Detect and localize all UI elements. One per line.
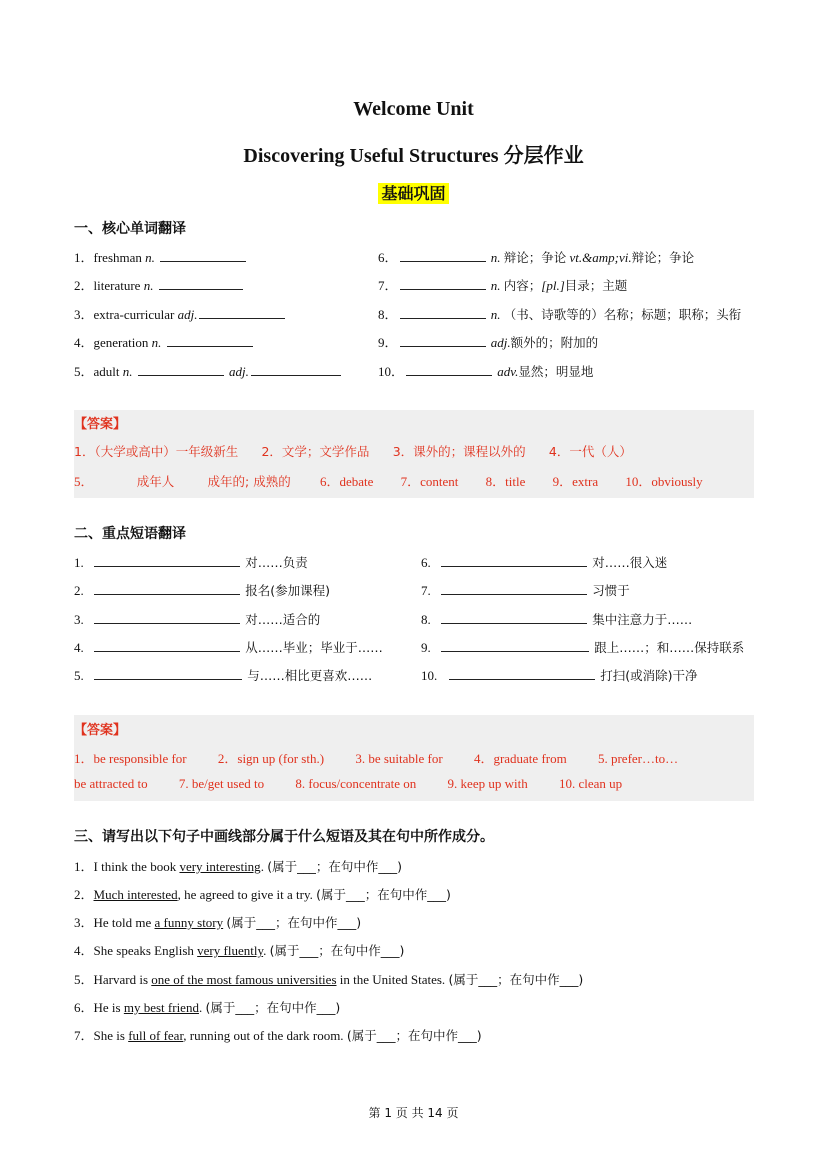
s2-item-2: 2. 报名(参加课程) — [74, 583, 331, 598]
s3-sentence-7: 7．She is full of fear, running out of the dark room. (属于___；在句中作___) — [74, 1028, 482, 1043]
s1-item-3: 3．extra-curricular adj. — [74, 304, 287, 323]
section2-answers-row2: be attracted to 7. be/get used to 8. focus/concentrate on 9. keep up with 10. clean up — [74, 776, 623, 791]
section3-heading: 三、请写出以下句子中画线部分属于什么短语及其在句中所作成分。 — [74, 829, 494, 845]
s2-item-3: 3. 对……适合的 — [74, 612, 321, 627]
s1-item-8: 8． n. （书、诗歌等的）名称；标题；职称；头衔 — [378, 307, 742, 322]
s3-sentence-3: 3．He told me a funny story (属于___；在句中作___) — [74, 915, 362, 930]
s1-item-4: 4．generation n. — [74, 332, 255, 351]
s2-item-9: 9. 跟上……；和……保持联系 — [421, 640, 745, 655]
s3-sentence-5: 5．Harvard is one of the most famous universities in the United States. (属于___；在句中作___) — [74, 972, 584, 987]
s2-item-10: 10. 打扫(或消除)干净 — [421, 668, 698, 683]
s3-sentence-1: 1．I think the book very interesting. (属于___；在句中作___) — [74, 859, 402, 874]
title-line2: Discovering Useful Structures 分层作业 — [243, 145, 584, 167]
s2-item-7: 7. 习惯于 — [421, 583, 630, 598]
section2-answers-row1: 1．be responsible for 2．sign up (for sth.) 3. be suitable for 4．graduate from 5. prefer…to… — [74, 751, 679, 766]
s1-item-7: 7． n. 内容；[pl.]目录；主题 — [378, 278, 628, 293]
s2-item-5: 5. 与……相比更喜欢…… — [74, 668, 373, 683]
s1-item-1: 1．freshman n. — [74, 247, 248, 266]
s3-sentence-4: 4．She speaks English very fluently. (属于___；在句中作___) — [74, 943, 405, 958]
s1-item-6: 6． n. 辩论；争论 vt.&amp;vi.辩论；争论 — [378, 250, 695, 265]
title-line1: Welcome Unit — [353, 98, 474, 120]
page-footer: 第 1 页 共 14 页 — [368, 1106, 459, 1120]
s1-item-9: 9． adj.额外的；附加的 — [378, 335, 599, 350]
section1-heading: 一、核心单词翻译 — [74, 221, 186, 237]
section2-heading: 二、重点短语翻译 — [74, 526, 186, 542]
s2-item-6: 6. 对……很入迷 — [421, 555, 668, 570]
section1-answer-label: 【答案】 — [74, 417, 127, 432]
s2-item-1: 1. 对……负责 — [74, 555, 308, 570]
s2-item-8: 8. 集中注意力于…… — [421, 612, 693, 627]
s2-item-4: 4. 从……毕业；毕业于…… — [74, 640, 383, 655]
section1-answers-row2: 5． 成年人 成年的; 成熟的 6．debate 7．content 8．title 9．extra 10．obviously — [74, 474, 703, 489]
section1-answers-row1: 1．（大学或高中）一年级新生 2．文学；文学作品 3．课外的；课程以外的 4．一代（人） — [74, 444, 632, 459]
section2-answer-label: 【答案】 — [74, 723, 127, 738]
s3-sentence-2: 2．Much interested, he agreed to give it a try. (属于___；在句中作___) — [74, 887, 451, 902]
s3-sentence-6: 6．He is my best friend. (属于___；在句中作___) — [74, 1000, 341, 1015]
s1-item-10: 10． adv.显然；明显地 — [378, 364, 594, 379]
s1-item-5: 5．adult n. adj. — [74, 361, 343, 380]
s1-item-2: 2．literature n. — [74, 275, 245, 294]
level-badge: 基础巩固 — [378, 183, 448, 204]
